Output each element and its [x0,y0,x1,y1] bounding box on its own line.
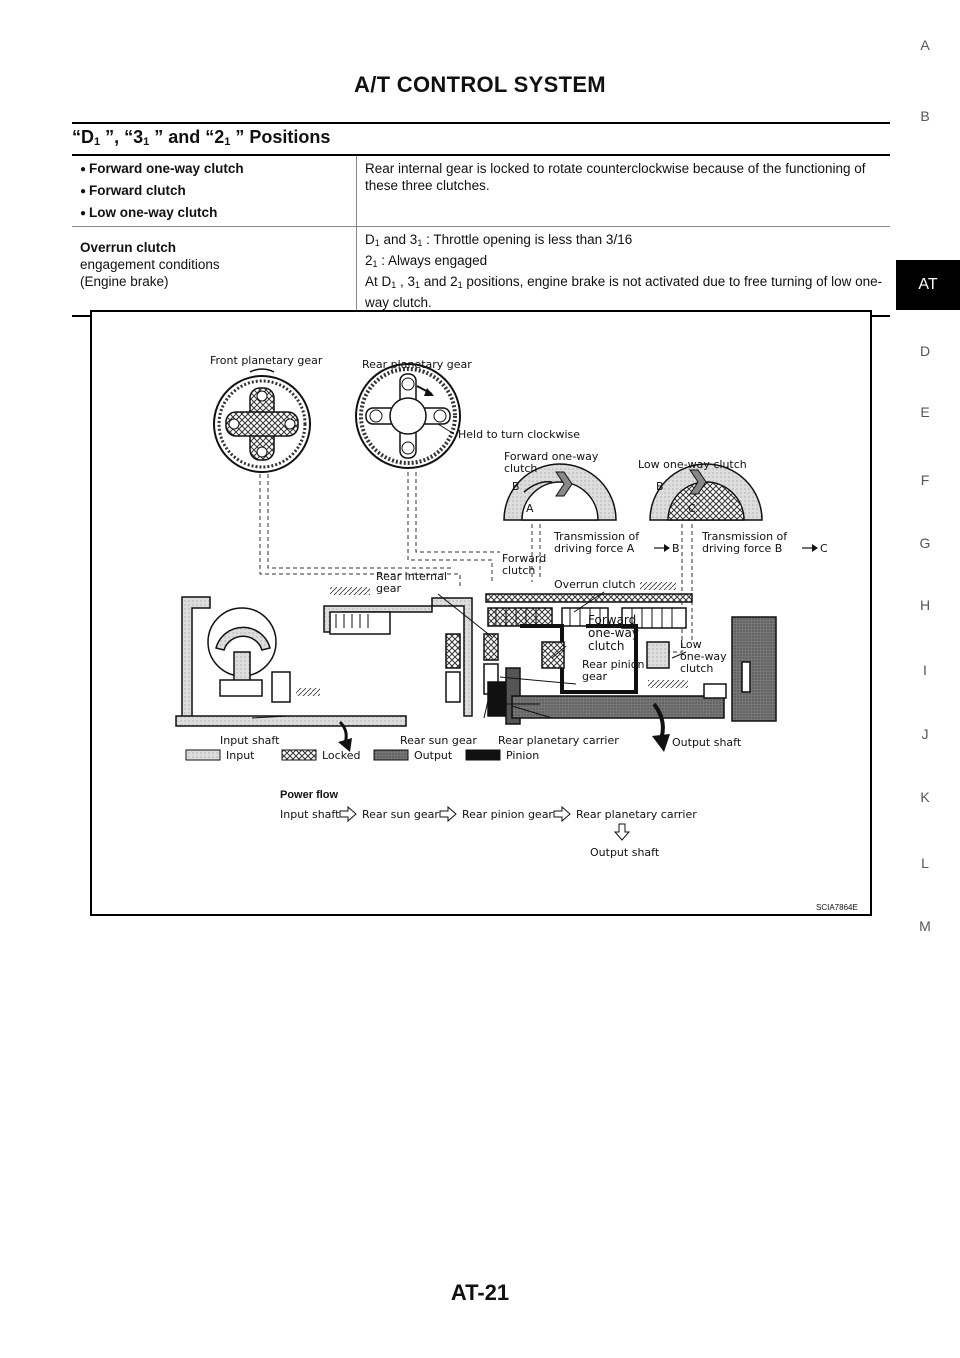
side-index-k[interactable]: K [920,789,930,805]
label-front-planetary: Front planetary gear [210,354,323,367]
condition-description-cell [357,227,891,317]
side-index-b[interactable]: B [920,108,930,124]
label-low-2: one-way [680,650,727,663]
label-trans1-3: B [672,542,680,555]
label-c-low: C [688,502,696,515]
power-flow-figure [90,310,872,916]
flow-arrow-2 [440,807,456,821]
side-index-a[interactable]: A [920,37,930,53]
label-low-3: clutch [680,662,714,675]
label-rear-pinion-2: gear [582,670,608,683]
label-rear-pinion-1: Rear pinion [582,658,645,671]
list-item: ● Low one-way clutch [80,204,350,222]
label-fwd-owc-1: Forward [588,613,637,627]
power-flow-title: Power flow [280,789,339,801]
power-flow-step-3: Rear pinion gear [462,808,553,821]
label-rear-internal-2: gear [376,582,402,595]
transmission-diagram [92,312,874,918]
label-forward-clutch-2: clutch [502,564,536,577]
label-trans1-1: Transmission of [554,530,640,543]
label-rear-planetary: Rear planetary gear [362,358,472,371]
table-row [72,227,890,317]
label-held-clockwise: Held to turn clockwise [458,428,580,441]
label-low-owc: Low one-way clutch [638,458,747,471]
side-index-i[interactable]: I [923,662,927,678]
label-forward-owc-2: clutch [504,462,538,475]
label-a-forward: A [526,502,534,515]
list-item: ● Forward clutch [80,182,350,200]
legend-locked: Locked [322,749,361,762]
legend-locked-swatch [282,750,316,760]
flow-arrow-3 [554,807,570,821]
rear-planetary-gear [356,364,460,468]
table-row [72,155,890,227]
legend-output-swatch [374,750,408,760]
condition-cell [72,227,357,317]
label-rear-sun: Rear sun gear [400,734,477,747]
flow-arrow-1 [340,807,356,821]
label-trans1-2: driving force A [554,542,635,555]
label-output-shaft: Output shaft [672,736,742,749]
condition-detail: At $D_1$ , $3_1$ and $2_1$ positions, engine brake is not activated due to free turning of low one- way clutch. [365,274,883,310]
side-index-m[interactable]: M [919,918,931,934]
side-index-h[interactable]: H [919,597,931,613]
label-rear-internal-1: Rear internal [376,570,447,583]
trans1-arrowhead [664,544,670,552]
page-title: A/T CONTROL SYSTEM [354,72,606,97]
label-forward-owc-1: Forward one-way [504,450,599,463]
label-forward-clutch-1: Forward [502,552,547,565]
label-input-shaft: Input shaft [220,734,280,747]
flow-arrow-down [615,824,629,840]
condition-line: (Engine brake) [80,274,169,289]
description-cell: Rear internal gear is locked to rotate counterclockwise because of the functioning of these three clutches. [357,155,891,227]
power-flow-final: Output shaft [590,846,660,859]
clutch-list-cell [72,155,357,227]
label-b-forward: B [512,480,520,493]
power-flow-step-2: Rear sun gear [362,808,439,821]
section-heading: “$D_1$ ”, “$3_1$ ” and “$2_1$ ” Positions [72,127,331,148]
condition-detail: $D_1$ and $3_1$ : Throttle opening is less than 3/16 [365,232,633,248]
output-rotation-arrowhead [652,734,670,752]
trans2-arrowhead [812,544,818,552]
list-item: ● Forward one-way clutch [80,160,350,178]
figure-code: SCIA7864E [816,903,858,912]
label-trans2-1: Transmission of [702,530,788,543]
label-fwd-owc-3: clutch [588,639,625,653]
label-trans2-3: C [820,542,828,555]
legend-pinion-swatch [466,750,500,760]
label-trans2-2: driving force B [702,542,783,555]
clutch-table [72,154,890,317]
legend-input: Input [226,749,255,762]
side-index-e[interactable]: E [920,404,930,420]
side-index-at[interactable]: AT [896,260,960,310]
label-fwd-owc-2: one-way [588,626,639,640]
legend-input-swatch [186,750,220,760]
low-one-way-clutch-diagram [650,464,762,520]
legend-output: Output [414,749,453,762]
power-flow [280,789,697,859]
title-rule [72,122,890,124]
condition-detail: $2_1$ : Always engaged [365,253,488,269]
legend-pinion: Pinion [506,749,540,762]
power-flow-step-4: Rear planetary carrier [576,808,697,821]
power-flow-step-1: Input shaft [280,808,340,821]
condition-line: engagement conditions [80,257,220,272]
label-rear-carrier: Rear planetary carrier [498,734,619,747]
side-index-l[interactable]: L [921,855,929,871]
legend [186,749,539,762]
side-index-f[interactable]: F [920,472,930,488]
page-number: AT-21 [450,1280,510,1305]
side-index-j[interactable]: J [921,726,929,742]
side-index-g[interactable]: G [919,535,931,551]
condition-title: Overrun clutch [80,240,177,255]
label-b-low: B [656,480,664,493]
side-index-d[interactable]: D [919,343,931,359]
front-planetary-gear [214,369,310,472]
label-low-1: Low [680,638,702,651]
label-overrun-clutch: Overrun clutch [554,578,636,591]
